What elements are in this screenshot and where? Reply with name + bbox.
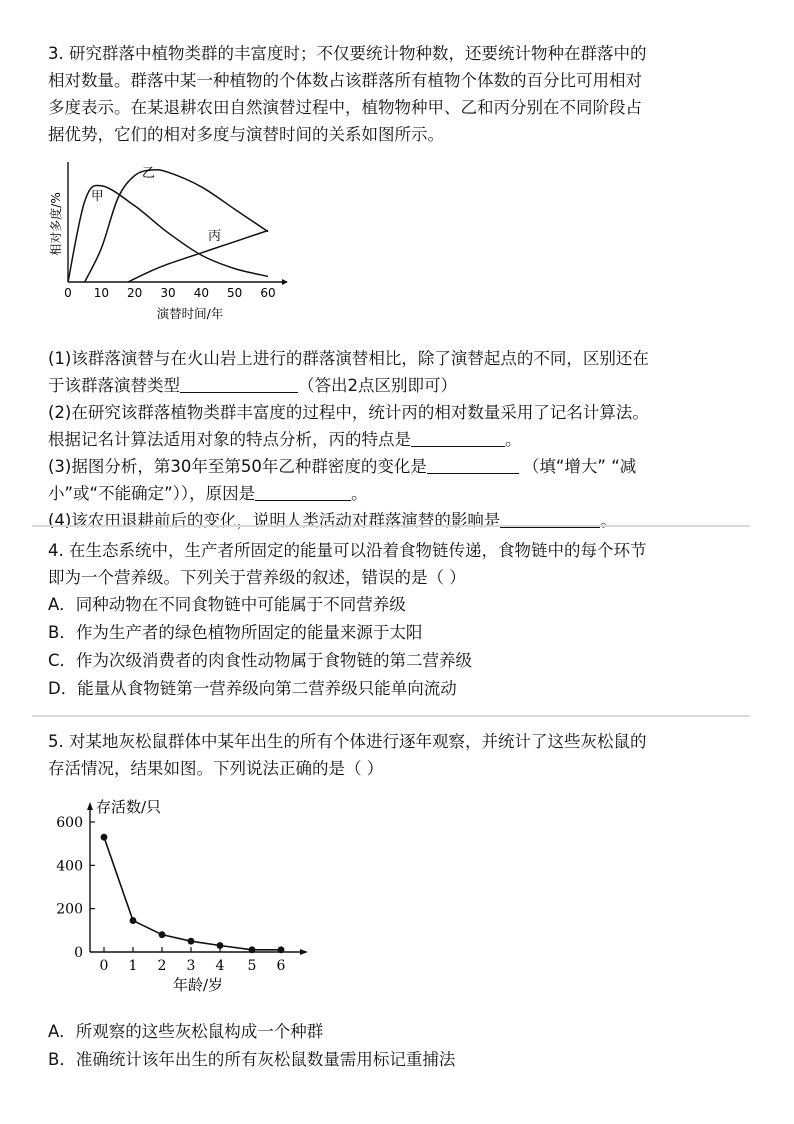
survival-point bbox=[249, 946, 256, 953]
chart2-x-tick-label: 3 bbox=[186, 958, 196, 974]
chart1-x-tick-label: 40 bbox=[193, 286, 209, 300]
q3-sub3-text: (3)据图分析，第30年至第50年乙种群密度的变化是 bbox=[48, 457, 427, 476]
q3-sub4-end: 。 bbox=[600, 511, 617, 530]
answer-blank-3[interactable] bbox=[427, 455, 519, 474]
q3-sub3-hint: （填“增大” “减 bbox=[522, 457, 637, 476]
q3-sub1-line1: (1)该群落演替与在火山岩上进行的群落演替相比，除了演替起点的不同，区别还在 bbox=[48, 349, 649, 368]
q4-option-a[interactable]: A．同种动物在不同食物链中可能属于不同营养级 bbox=[48, 595, 406, 614]
curve-label-jia: 甲 bbox=[91, 188, 104, 203]
chart2-x-tick-label: 0 bbox=[99, 958, 109, 974]
curve-yi bbox=[85, 170, 268, 282]
chart1-x-tick-label: 30 bbox=[160, 286, 176, 300]
chart2-x-ticks bbox=[100, 947, 286, 974]
q4-option-d[interactable]: D．能量从食物链第一营养级向第二营养级只能单向流动 bbox=[48, 679, 457, 698]
q3-sub3-reason: 小”或“不能确定”）），原因是 bbox=[48, 484, 256, 503]
q3-intro-line: 3. 研究群落中植物类群的丰富度时；不仅要统计物种数，还要统计物种在群落中的 bbox=[48, 44, 647, 63]
q5-option-b[interactable]: B．准确统计该年出生的所有灰松鼠数量需用标记重捕法 bbox=[48, 1050, 456, 1069]
chart1-x-label: 演替时间/年 bbox=[156, 306, 224, 321]
curve-bing bbox=[128, 231, 268, 283]
chart2-y-tick-label: 200 bbox=[56, 901, 83, 918]
chart1-series bbox=[68, 170, 268, 282]
chart2-y-label: 存活数/只 bbox=[96, 798, 162, 816]
chart1-x-tick-label: 50 bbox=[227, 286, 243, 300]
survival-point bbox=[130, 917, 137, 924]
chart1-x-ticks bbox=[64, 286, 275, 300]
survival-point bbox=[159, 931, 166, 938]
q3-intro-line: 多度表示。在某退耕农田自然演替过程中，植物物种甲、乙和丙分别在不同阶段占 bbox=[48, 98, 642, 117]
chart2-y-ticks bbox=[56, 815, 95, 961]
q3-sub3-line1 bbox=[48, 453, 748, 480]
chart2-x-tick-label: 2 bbox=[157, 958, 167, 974]
divider bbox=[32, 715, 750, 717]
q5-option-a[interactable]: A．所观察的这些灰松鼠构成一个种群 bbox=[48, 1022, 324, 1041]
q4-stem-line: 即为一个营养级。下列关于营养级的叙述，错误的是（ ） bbox=[48, 568, 466, 587]
q3-sub2-text: 根据记名计算法适用对象的特点分析，丙的特点是 bbox=[48, 430, 411, 449]
q3-intro-line: 据优势，它们的相对多度与演替时间的关系如图所示。 bbox=[48, 125, 444, 144]
answer-blank-1[interactable] bbox=[180, 374, 298, 393]
q5-stem-line: 存活情况，结果如图。下列说法正确的是（ ） bbox=[48, 759, 384, 778]
q3-sub1-line2 bbox=[48, 372, 748, 399]
q3-sub2-line2 bbox=[48, 426, 748, 453]
survival-point bbox=[217, 942, 224, 949]
chart2-x-tick-label: 1 bbox=[128, 958, 138, 974]
answer-blank-2[interactable] bbox=[411, 428, 505, 447]
divider bbox=[32, 525, 750, 527]
question-5-options bbox=[48, 1018, 748, 1074]
question-3-subquestions bbox=[48, 345, 748, 534]
survival-line bbox=[104, 837, 281, 950]
chart2-x-tick-label: 5 bbox=[247, 958, 257, 974]
q5-stem-line: 5. 对某地灰松鼠群体中某年出生的所有个体进行逐年观察，并统计了这些灰松鼠的 bbox=[48, 732, 647, 751]
chart1-x-tick-label: 0 bbox=[64, 286, 72, 300]
q4-stem-line: 4. 在生态系统中，生产者所固定的能量可以沿着食物链传递，食物链中的每个环节 bbox=[48, 541, 647, 560]
answer-blank-4[interactable] bbox=[255, 482, 351, 501]
succession-chart bbox=[44, 152, 294, 328]
chart1-y-label: 相对多度/% bbox=[49, 192, 63, 256]
chart2-x-label: 年龄/岁 bbox=[172, 976, 224, 994]
q3-sub3-end: 。 bbox=[351, 484, 368, 503]
survival-chart bbox=[48, 788, 318, 998]
chart1-x-tick-label: 60 bbox=[260, 286, 276, 300]
survival-point bbox=[101, 834, 108, 841]
q4-option-c[interactable]: C．作为次级消费者的肉食性动物属于食物链的第二营养级 bbox=[48, 651, 473, 670]
question-3-intro bbox=[48, 40, 748, 148]
q3-sub1-hint: （答出2点区别即可） bbox=[298, 376, 457, 395]
chart2-y-tick-label: 600 bbox=[56, 815, 83, 831]
survival-point bbox=[188, 938, 195, 945]
survival-point bbox=[278, 946, 285, 953]
curve-label-yi: 乙 bbox=[142, 166, 156, 181]
q4-option-b[interactable]: B．作为生产者的绿色植物所固定的能量来源于太阳 bbox=[48, 623, 423, 642]
curve-label-bing: 丙 bbox=[208, 229, 222, 244]
chart2-x-tick-label: 6 bbox=[276, 958, 286, 974]
chart2-series bbox=[101, 834, 285, 953]
chart2-y-tick-label: 400 bbox=[56, 858, 83, 875]
q3-sub4-line bbox=[48, 507, 748, 534]
q3-sub2-line1: (2)在研究该群落植物类群丰富度的过程中，统计丙的相对数量采用了记名计算法。 bbox=[48, 403, 649, 422]
q3-intro-line: 相对数量。群落中某一种植物的个体数占该群落所有植物个体数的百分比可用相对 bbox=[48, 71, 642, 90]
question-4 bbox=[48, 537, 748, 703]
chart2-x-tick-label: 4 bbox=[215, 958, 225, 974]
q3-sub4-text: (4)该农田退耕前后的变化，说明人类活动对群落演替的影响是 bbox=[48, 511, 501, 530]
chart1-x-tick-label: 20 bbox=[127, 286, 143, 300]
question-5 bbox=[48, 728, 748, 782]
chart1-x-tick-label: 10 bbox=[93, 286, 109, 300]
chart2-axes bbox=[87, 802, 308, 955]
chart2-y-tick-label: 0 bbox=[74, 945, 83, 961]
q3-sub1-text: 于该群落演替类型 bbox=[48, 376, 180, 395]
q3-sub3-line2 bbox=[48, 480, 748, 507]
q3-sub2-end: 。 bbox=[505, 430, 522, 449]
